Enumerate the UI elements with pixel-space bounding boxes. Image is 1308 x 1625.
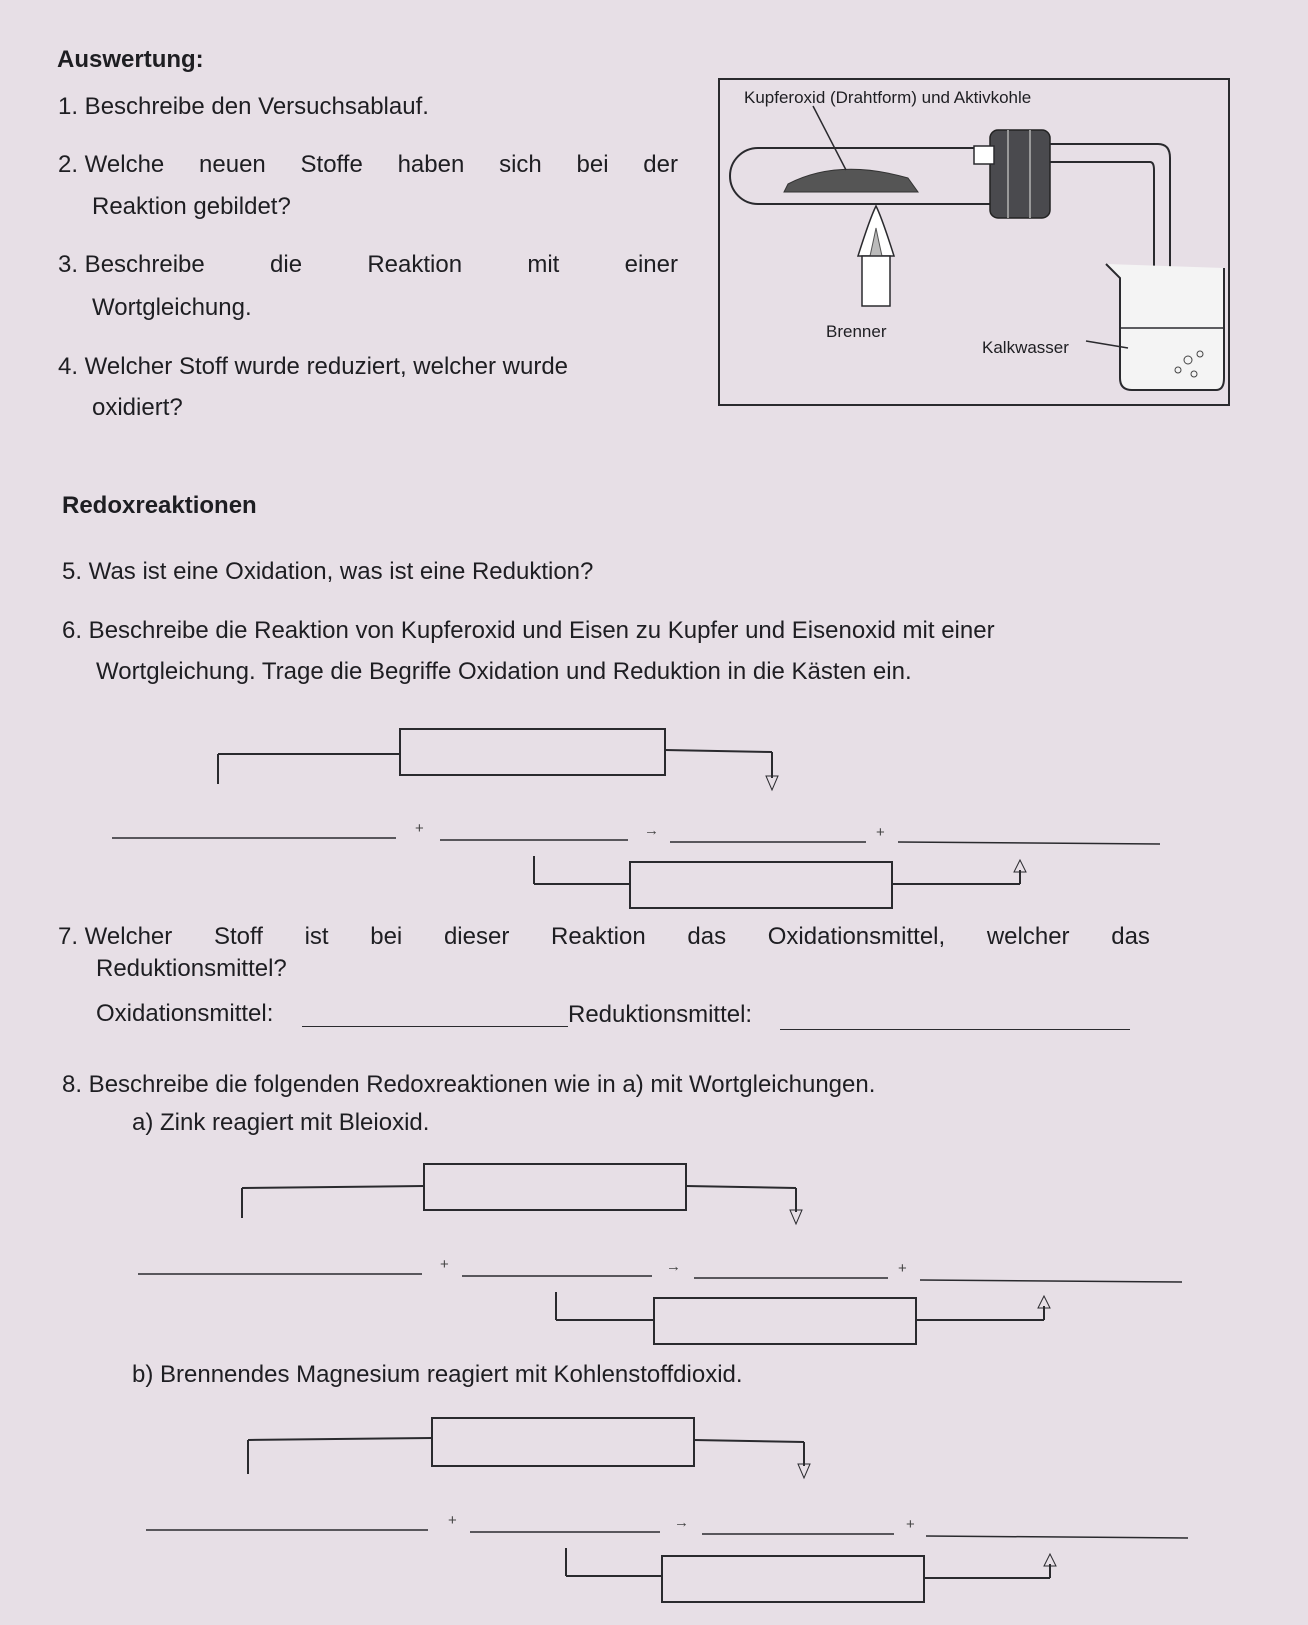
word: Oxidationsmittel, (767, 923, 946, 950)
word: 2. Welche (58, 151, 165, 178)
reduktionsmittel-label: Reduktionsmittel: (568, 1001, 753, 1028)
question-6-line-1: 6. Beschreibe die Reaktion von Kupferoxid und Eisen zu Kupfer und Eisenoxid mit einer (62, 617, 995, 644)
word: haben (397, 151, 465, 178)
plus-sign: + (898, 1260, 907, 1277)
oxidation-reduction-box-top[interactable] (432, 1418, 694, 1466)
reaction-arrow: → (644, 822, 659, 839)
plus-sign: + (876, 824, 885, 841)
reaction-arrow: → (674, 1514, 689, 1531)
bracket-line (694, 1440, 804, 1442)
question-4-line-1: 4. Welcher Stoff wurde reduziert, welcher wurde (58, 353, 569, 380)
word: 7. Welcher (58, 923, 173, 950)
word: ist (304, 923, 329, 950)
bracket-line (248, 1438, 432, 1440)
word: einer (624, 251, 678, 278)
label-copper-oxide-charcoal: Kupferoxid (Drahtform) und Aktivkohle (744, 88, 1032, 107)
word: Reaktion (367, 251, 463, 278)
oxidation-reduction-box-bottom[interactable] (662, 1556, 924, 1602)
word: Reaktion (550, 923, 646, 950)
arrow-head-down (798, 1464, 810, 1478)
oxidationsmittel-label: Oxidationsmittel: (96, 1000, 274, 1027)
question-8: 8. Beschreibe die folgenden Redoxreaktionen wie in a) mit Wortgleichungen. (62, 1071, 876, 1098)
word: Stoffe (300, 151, 363, 178)
plus-sign: + (906, 1516, 915, 1533)
word: die (270, 251, 303, 278)
label-limewater: Kalkwasser (982, 338, 1069, 357)
question-2-line-2: Reaktion gebildet? (92, 193, 291, 220)
plus-sign: + (440, 1256, 449, 1273)
plus-sign: + (415, 820, 424, 837)
word: sich (499, 151, 542, 178)
word: mit (527, 251, 560, 278)
word: der (643, 151, 678, 178)
word: neuen (199, 151, 266, 178)
question-8b: b) Brennendes Magnesium reagiert mit Kohlenstoffdioxid. (132, 1361, 743, 1388)
reaction-arrow: → (666, 1258, 681, 1275)
word: bei (370, 923, 403, 950)
word: dieser (443, 923, 510, 950)
question-4-line-2: oxidiert? (92, 394, 183, 421)
question-6-line-2: Wortgleichung. Trage die Begriffe Oxidation und Reduktion in die Kästen ein. (96, 658, 912, 685)
word: bei (576, 151, 609, 178)
section-heading-auswertung: Auswertung: (57, 46, 204, 73)
plus-sign: + (448, 1512, 457, 1529)
question-1: 1. Beschreibe den Versuchsablauf. (58, 93, 429, 120)
blank-line[interactable] (926, 1536, 1188, 1538)
question-5: 5. Was ist eine Oxidation, was ist eine Reduktion? (62, 558, 594, 585)
section-heading-redox: Redoxreaktionen (62, 492, 257, 519)
label-burner: Brenner (826, 322, 887, 341)
word: das (687, 923, 727, 950)
word: das (1111, 923, 1150, 950)
question-3-line-2: Wortgleichung. (92, 294, 252, 321)
word: welcher (986, 923, 1070, 950)
question-8a: a) Zink reagiert mit Bleioxid. (132, 1109, 430, 1136)
word: Stoff (213, 923, 263, 950)
word: 3. Beschreibe (58, 251, 205, 278)
question-7-line-2: Reduktionsmittel? (96, 955, 287, 982)
